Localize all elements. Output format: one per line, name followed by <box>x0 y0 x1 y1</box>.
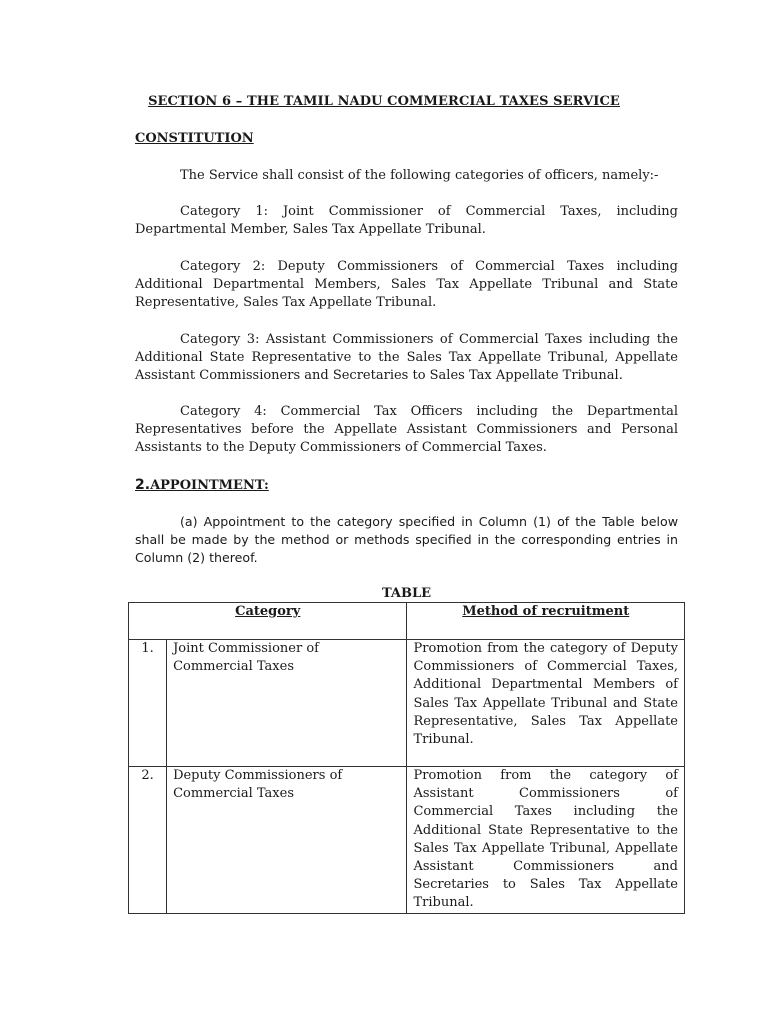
table-row <box>129 767 685 914</box>
appointment-heading <box>135 476 269 495</box>
header-category: Category <box>129 603 407 640</box>
header-method: Method of recruitment <box>407 603 685 640</box>
row-method: Promotion from the category of Assistant Commissioners of Commercial Taxes including the Additional State Representative to the Sales Tax Appellate Tribunal, Appellate Assistant Commissioners and Secretaries to Sales Tax Appellate Tribunal. <box>407 767 685 914</box>
appointment-heading-number: 2. <box>135 477 151 493</box>
category-1-paragraph: Category 1: Joint Commissioner of Commercial Taxes, including Departmental Member, Sales Tax Appellate Tribunal. <box>135 204 678 238</box>
category-3-paragraph: Category 3: Assistant Commissioners of Commercial Taxes including the Additional State Representative to the Sales Tax Appellate Tribunal, Appellate Assistant Commissioners and Secretaries to Sales Tax Appellate Tribunal. <box>135 332 678 384</box>
appointment-paragraph: (a) Appointment to the category specified in Column (1) of the Table below shall be made by the method or methods specified in the corresponding entries in Column (2) thereof. <box>135 514 678 566</box>
table-header-row <box>129 603 685 640</box>
recruitment-table <box>128 602 685 914</box>
table-row <box>129 640 685 767</box>
row-number: 2. <box>129 767 167 914</box>
row-category: Deputy Commissioners of Commercial Taxes <box>167 767 407 914</box>
category-2-paragraph: Category 2: Deputy Commissioners of Commercial Taxes including Additional Departmental Members, Sales Tax Appellate Tribunal and State Representative, Sales Tax Appellate Tribunal. <box>135 259 678 311</box>
category-4-paragraph: Category 4: Commercial Tax Officers including the Departmental Representatives before the Appellate Assistant Commissioners and Personal Assistants to the Deputy Commissioners of Commercial Taxes. <box>135 404 678 456</box>
constitution-intro: The Service shall consist of the following categories of officers, namely:- <box>180 168 659 183</box>
row-number: 1. <box>129 640 167 767</box>
appointment-heading-text: APPOINTMENT: <box>150 478 269 493</box>
row-category: Joint Commissioner of Commercial Taxes <box>167 640 407 767</box>
section-title: SECTION 6 – THE TAMIL NADU COMMERCIAL TAXES SERVICE <box>148 94 620 109</box>
row-method: Promotion from the category of Deputy Commissioners of Commercial Taxes, Additional Departmental Members of Sales Tax Appellate Tribunal and State Representative, Sales Tax Appellate Tribunal. <box>407 640 685 767</box>
constitution-heading: CONSTITUTION <box>135 131 254 146</box>
table-caption: TABLE <box>381 586 432 601</box>
